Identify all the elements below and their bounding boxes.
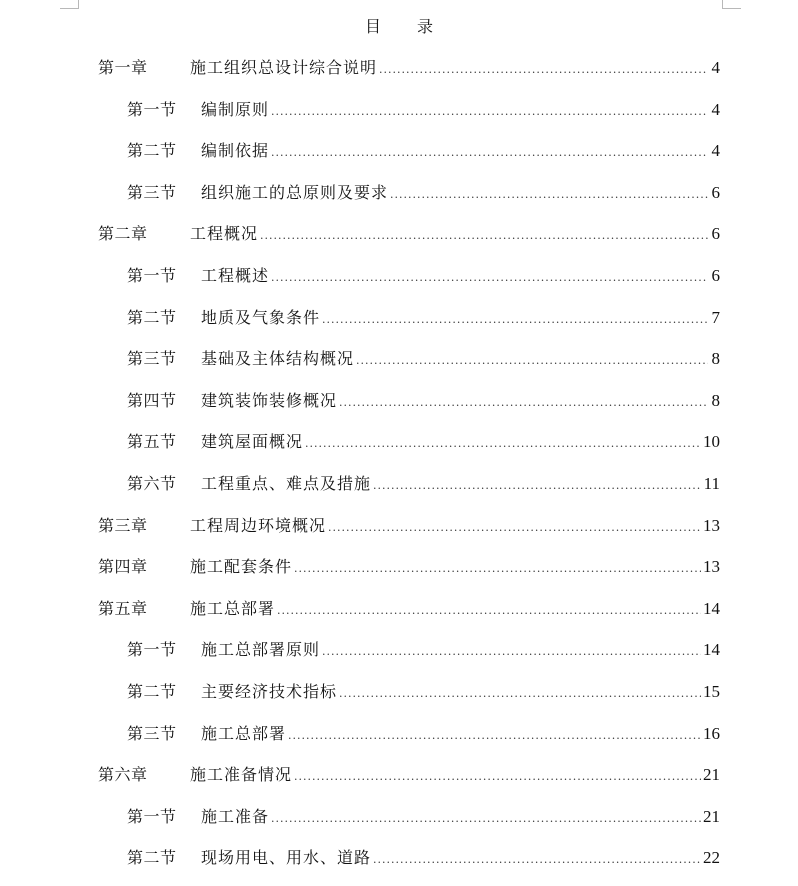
toc-entry-label: 第一节 (127, 640, 177, 660)
toc-page-number: 14 (703, 598, 720, 618)
toc-entry-label: 第五节 (127, 432, 177, 452)
toc-page-number: 21 (703, 765, 720, 785)
toc-dot-leader (379, 56, 708, 84)
toc-page-number: 13 (703, 557, 720, 577)
toc-title-char-2: 录 (417, 17, 434, 36)
toc-entry-label: 第一节 (127, 806, 177, 826)
toc-section-entry[interactable] (98, 470, 720, 512)
toc-dot-leader (271, 98, 708, 126)
toc-entry-title: 施工总部署 (190, 598, 276, 618)
toc-section-entry[interactable] (98, 96, 720, 138)
toc-page-number: 6 (711, 182, 720, 202)
toc-chapter-entry[interactable] (98, 553, 720, 595)
toc-page-number: 4 (711, 141, 720, 161)
toc-page-number: 15 (703, 681, 720, 701)
toc-section-entry[interactable] (98, 387, 720, 429)
toc-dot-leader (288, 722, 701, 750)
toc-dot-leader (271, 139, 708, 167)
toc-entry-label: 第一节 (127, 99, 177, 119)
toc-section-entry[interactable] (98, 678, 720, 720)
toc-entry-title: 编制原则 (201, 99, 270, 119)
toc-section-entry[interactable] (98, 345, 720, 387)
toc-entry-title: 施工准备情况 (190, 765, 293, 785)
toc-entry-label: 第二节 (127, 848, 177, 868)
toc-chapter-entry[interactable] (98, 512, 720, 554)
toc-entry-label: 第四节 (127, 390, 177, 410)
toc-dot-leader (294, 763, 701, 791)
toc-dot-leader (373, 472, 702, 500)
page-margin-corner-left (60, 0, 79, 9)
toc-entry-title: 工程周边环境概况 (190, 515, 327, 535)
toc-entry-title: 施工总部署原则 (201, 640, 321, 660)
toc-page-number: 16 (703, 723, 720, 743)
toc-dot-leader (271, 805, 701, 833)
toc-page-number: 4 (711, 58, 720, 77)
toc-page-number: 7 (711, 307, 720, 327)
toc-entry-title: 工程重点、难点及措施 (201, 473, 372, 493)
toc-page-number: 13 (703, 515, 720, 535)
toc-chapter-entry[interactable] (98, 761, 720, 803)
toc-section-entry[interactable] (98, 428, 720, 470)
toc-dot-leader (322, 638, 701, 666)
toc-entry-title: 施工组织总设计综合说明 (190, 58, 378, 77)
toc-page-number: 14 (703, 640, 720, 660)
toc-section-entry[interactable] (98, 720, 720, 762)
toc-entry-label: 第二节 (127, 681, 177, 701)
toc-entry-label: 第六章 (98, 765, 148, 785)
toc-page-number: 6 (711, 224, 720, 244)
toc-entry-title: 地质及气象条件 (201, 307, 321, 327)
toc-entry-title: 编制依据 (201, 141, 270, 161)
toc-entry-label: 第五章 (98, 598, 148, 618)
toc-dot-leader (339, 389, 708, 417)
toc-entry-label: 第六节 (127, 473, 177, 493)
toc-dot-leader (305, 430, 701, 458)
table-of-contents (98, 54, 720, 886)
toc-page-number: 11 (703, 473, 720, 493)
toc-entry-title: 主要经济技术指标 (201, 681, 338, 701)
toc-dot-leader (322, 306, 708, 334)
toc-page-number: 8 (711, 349, 720, 369)
toc-dot-leader (277, 597, 701, 625)
toc-entry-title: 施工总部署 (201, 723, 287, 743)
toc-entry-label: 第二节 (127, 307, 177, 327)
toc-section-entry[interactable] (98, 636, 720, 678)
toc-entry-title: 工程概述 (201, 265, 270, 285)
toc-dot-leader (339, 680, 701, 708)
toc-entry-title: 现场用电、用水、道路 (201, 848, 372, 868)
toc-entry-label: 第三节 (127, 182, 177, 202)
toc-page-number: 8 (711, 390, 720, 410)
toc-dot-leader (260, 222, 708, 250)
toc-chapter-entry[interactable] (98, 595, 720, 637)
toc-entry-title: 施工准备 (201, 806, 270, 826)
toc-dot-leader (328, 514, 701, 542)
toc-dot-leader (271, 264, 708, 292)
toc-entry-label: 第二章 (98, 224, 148, 244)
toc-entry-label: 第一章 (98, 58, 148, 77)
toc-entry-label: 第三章 (98, 515, 148, 535)
toc-page-number: 10 (703, 432, 720, 452)
toc-chapter-entry[interactable] (98, 54, 720, 96)
toc-page-number: 6 (711, 265, 720, 285)
toc-dot-leader (356, 347, 708, 375)
toc-page-number: 22 (703, 848, 720, 868)
toc-chapter-entry[interactable] (98, 220, 720, 262)
page-margin-corner-right (722, 0, 741, 9)
toc-entry-title: 基础及主体结构概况 (201, 349, 355, 369)
toc-title (0, 14, 798, 37)
toc-entry-label: 第一节 (127, 265, 177, 285)
toc-entry-title: 工程概况 (190, 224, 259, 244)
toc-page-number: 21 (703, 806, 720, 826)
toc-entry-label: 第三节 (127, 349, 177, 369)
toc-section-entry[interactable] (98, 844, 720, 886)
toc-entry-title: 施工配套条件 (190, 557, 293, 577)
toc-entry-title: 组织施工的总原则及要求 (201, 182, 389, 202)
toc-section-entry[interactable] (98, 304, 720, 346)
toc-entry-label: 第四章 (98, 557, 148, 577)
toc-dot-leader (373, 846, 701, 874)
toc-section-entry[interactable] (98, 137, 720, 179)
toc-entry-label: 第三节 (127, 723, 177, 743)
toc-entry-title: 建筑装饰装修概况 (201, 390, 338, 410)
toc-page-number: 4 (711, 99, 720, 119)
toc-entry-title: 建筑屋面概况 (201, 432, 304, 452)
toc-entry-label: 第二节 (127, 141, 177, 161)
toc-section-entry[interactable] (98, 179, 720, 221)
toc-dot-leader (390, 181, 708, 209)
toc-section-entry[interactable] (98, 803, 720, 845)
toc-section-entry[interactable] (98, 262, 720, 304)
toc-title-char-1: 目 (364, 17, 381, 36)
toc-dot-leader (294, 555, 701, 583)
